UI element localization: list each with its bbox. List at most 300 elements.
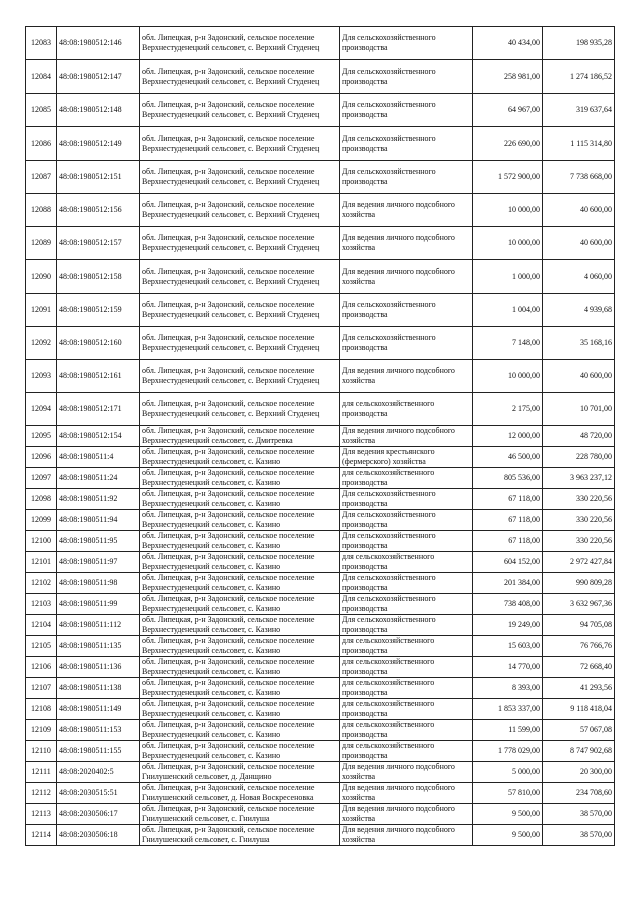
land-use-line: производства (342, 625, 388, 634)
address-line: Верхнестуденецкий сельсовет, с. Казино (142, 562, 281, 571)
land-use-line: Для ведения личного подсобного (342, 426, 455, 435)
land-use-cell (340, 573, 473, 594)
land-use-line: Для сельскохозяйственного (342, 531, 436, 540)
land-use-line: для сельскохозяйственного (342, 552, 435, 561)
address-line: обл. Липецкая, р-н Задонский, сельское поселение (142, 333, 315, 342)
land-use-cell (340, 360, 473, 393)
land-use-line: Для ведения личного подсобного (342, 783, 455, 792)
address-line: обл. Липецкая, р-н Задонский, сельское поселение (142, 804, 315, 813)
table-row (26, 552, 615, 573)
address-line: Верхнестуденецкий сельсовет, с. Верхний Студенец (142, 376, 320, 385)
address-line: Верхнестуденецкий сельсовет, с. Верхний Студенец (142, 143, 320, 153)
cadastral-value-cell: 198 935,28 (543, 27, 615, 60)
land-use-cell (340, 127, 473, 161)
table-row (26, 227, 615, 260)
cadastral-value-cell: 10 701,00 (543, 393, 615, 426)
address-cell (140, 327, 340, 360)
address-line: Верхнестуденецкий сельсовет, с. Верхний Студенец (142, 310, 320, 319)
land-use-cell (340, 426, 473, 447)
address-line: обл. Липецкая, р-н Задонский, сельское поселение (142, 489, 315, 498)
cadastral-value-cell: 38 570,00 (543, 825, 615, 846)
land-use-line: производства (342, 143, 388, 153)
land-use-line: хозяйства (342, 243, 376, 252)
cadastral-value-cell: 72 668,40 (543, 657, 615, 678)
row-number-cell: 12086 (26, 127, 57, 161)
address-line: Верхнестуденецкий сельсовет, с. Верхний Студенец (142, 210, 320, 219)
land-use-line: Для ведения личного подсобного (342, 266, 455, 276)
address-cell (140, 94, 340, 127)
table-row (26, 741, 615, 762)
address-cell (140, 127, 340, 161)
land-use-cell (340, 227, 473, 260)
address-cell (140, 783, 340, 804)
address-line: Верхнестуденецкий сельсовет, с. Казино (142, 688, 281, 697)
table-row (26, 468, 615, 489)
cadastral-value-cell: 57 067,08 (543, 720, 615, 741)
land-use-line: для сельскохозяйственного (342, 468, 435, 477)
cadastral-number-cell: 48:08:1980512:159 (57, 294, 140, 327)
land-use-line: Для ведения личного подсобного (342, 200, 455, 209)
cadastral-value-cell: 40 600,00 (543, 227, 615, 260)
land-use-line: для сельскохозяйственного (342, 678, 435, 687)
land-use-line: Для сельскохозяйственного (342, 333, 436, 342)
area-cell: 258 981,00 (473, 60, 543, 94)
address-cell (140, 720, 340, 741)
land-use-cell (340, 447, 473, 468)
land-use-cell (340, 615, 473, 636)
table-row (26, 636, 615, 657)
table-row (26, 720, 615, 741)
cadastral-number-cell: 48:08:1980512:154 (57, 426, 140, 447)
address-line: обл. Липецкая, р-н Задонский, сельское поселение (142, 133, 315, 143)
area-cell: 1 004,00 (473, 294, 543, 327)
cadastral-value-cell: 330 220,56 (543, 489, 615, 510)
cadastral-number-cell: 48:08:2030515:51 (57, 783, 140, 804)
address-cell (140, 393, 340, 426)
land-use-line: хозяйства (342, 793, 376, 802)
land-use-cell (340, 552, 473, 573)
land-use-cell (340, 699, 473, 720)
row-number-cell: 12113 (26, 804, 57, 825)
cadastral-value-cell: 40 600,00 (543, 360, 615, 393)
land-use-line: производства (342, 730, 388, 739)
row-number-cell: 12104 (26, 615, 57, 636)
land-use-cell (340, 510, 473, 531)
address-cell (140, 360, 340, 393)
row-number-cell: 12088 (26, 194, 57, 227)
cadastral-number-cell: 48:08:1980511:95 (57, 531, 140, 552)
address-line: Верхнестуденецкий сельсовет, с. Казино (142, 646, 281, 655)
address-line: Верхнестуденецкий сельсовет, с. Казино (142, 583, 281, 592)
address-cell (140, 27, 340, 60)
land-use-line: Для сельскохозяйственного (342, 300, 436, 309)
cadastral-value-cell: 8 747 902,68 (543, 741, 615, 762)
address-line: Верхнестуденецкий сельсовет, с. Верхний Студенец (142, 276, 320, 286)
land-use-line: хозяйства (342, 276, 376, 286)
address-line: обл. Липецкая, р-н Задонский, сельское поселение (142, 573, 315, 582)
cadastral-value-cell: 319 637,64 (543, 94, 615, 127)
row-number-cell: 12111 (26, 762, 57, 783)
address-line: обл. Липецкая, р-н Задонский, сельское поселение (142, 366, 315, 375)
land-use-line: производства (342, 76, 388, 86)
row-number-cell: 12087 (26, 161, 57, 194)
address-line: Верхнестуденецкий сельсовет, с. Казино (142, 709, 281, 718)
area-cell: 10 000,00 (473, 227, 543, 260)
address-cell (140, 615, 340, 636)
address-cell (140, 825, 340, 846)
cadastral-number-cell: 48:08:1980511:153 (57, 720, 140, 741)
cadastral-value-cell: 40 600,00 (543, 194, 615, 227)
cadastral-value-cell: 7 738 668,00 (543, 161, 615, 194)
address-line: Верхнестуденецкий сельсовет, с. Казино (142, 625, 281, 634)
cadastral-number-cell: 48:08:1980511:24 (57, 468, 140, 489)
cadastral-number-cell: 48:08:1980512:147 (57, 60, 140, 94)
address-cell (140, 699, 340, 720)
land-use-line: для сельскохозяйственного (342, 399, 435, 408)
address-line: обл. Липецкая, р-н Задонский, сельское поселение (142, 510, 315, 519)
row-number-cell: 12114 (26, 825, 57, 846)
area-cell: 2 175,00 (473, 393, 543, 426)
address-line: Верхнестуденецкий сельсовет, с. Казино (142, 457, 281, 466)
land-use-cell (340, 531, 473, 552)
cadastral-value-cell: 330 220,56 (543, 531, 615, 552)
address-cell (140, 60, 340, 94)
land-use-line: хозяйства (342, 436, 376, 445)
area-cell: 226 690,00 (473, 127, 543, 161)
land-use-line: производства (342, 646, 388, 655)
address-line: обл. Липецкая, р-н Задонский, сельское поселение (142, 678, 315, 687)
cadastral-number-cell: 48:08:1980511:112 (57, 615, 140, 636)
table-row (26, 194, 615, 227)
address-line: Верхнестуденецкий сельсовет, с. Верхний Студенец (142, 243, 320, 252)
land-use-line: производства (342, 562, 388, 571)
table-row (26, 393, 615, 426)
table-row (26, 27, 615, 60)
land-use-line: производства (342, 478, 388, 487)
table-row (26, 161, 615, 194)
address-line: Верхнестуденецкий сельсовет, с. Верхний Студенец (142, 343, 320, 352)
land-use-line: Для ведения личного подсобного (342, 233, 455, 242)
table-row (26, 60, 615, 94)
cadastral-number-cell: 48:08:1980512:146 (57, 27, 140, 60)
land-use-line: производства (342, 520, 388, 529)
cadastral-value-cell: 990 809,28 (543, 573, 615, 594)
row-number-cell: 12103 (26, 594, 57, 615)
row-number-cell: 12097 (26, 468, 57, 489)
land-use-line: производства (342, 110, 388, 119)
area-cell: 8 393,00 (473, 678, 543, 699)
land-use-line: для сельскохозяйственного (342, 720, 435, 729)
address-line: обл. Липецкая, р-н Задонский, сельское поселение (142, 699, 315, 708)
land-use-cell (340, 94, 473, 127)
cadastral-number-cell: 48:08:1980511:149 (57, 699, 140, 720)
land-use-cell (340, 161, 473, 194)
cadastral-value-cell: 3 963 237,12 (543, 468, 615, 489)
row-number-cell: 12108 (26, 699, 57, 720)
row-number-cell: 12102 (26, 573, 57, 594)
cadastral-number-cell: 48:08:1980512:160 (57, 327, 140, 360)
row-number-cell: 12112 (26, 783, 57, 804)
area-cell: 67 118,00 (473, 510, 543, 531)
cadastral-number-cell: 48:08:1980511:136 (57, 657, 140, 678)
cadastral-number-cell: 48:08:1980511:135 (57, 636, 140, 657)
land-use-line: Для сельскохозяйственного (342, 594, 436, 603)
area-cell: 1 778 029,00 (473, 741, 543, 762)
land-use-cell (340, 762, 473, 783)
land-use-line: для сельскохозяйственного (342, 636, 435, 645)
address-line: Верхнестуденецкий сельсовет, с. Дмитревка (142, 436, 293, 445)
land-use-line: хозяйства (342, 210, 376, 219)
land-use-cell (340, 489, 473, 510)
table-row (26, 615, 615, 636)
land-use-cell (340, 468, 473, 489)
address-line: обл. Липецкая, р-н Задонский, сельское поселение (142, 33, 315, 42)
land-use-line: Для ведения личного подсобного (342, 366, 455, 375)
table-row (26, 510, 615, 531)
address-cell (140, 804, 340, 825)
address-cell (140, 260, 340, 294)
address-cell (140, 447, 340, 468)
land-use-cell (340, 60, 473, 94)
address-cell (140, 741, 340, 762)
address-line: Верхнестуденецкий сельсовет, с. Казино (142, 604, 281, 613)
address-line: обл. Липецкая, р-н Задонский, сельское поселение (142, 657, 315, 666)
land-use-cell (340, 741, 473, 762)
address-cell (140, 594, 340, 615)
cadastral-number-cell: 48:08:1980511:98 (57, 573, 140, 594)
land-use-line: Для сельскохозяйственного (342, 167, 436, 176)
cadastral-number-cell: 48:08:1980511:92 (57, 489, 140, 510)
cadastral-number-cell: 48:08:1980512:148 (57, 94, 140, 127)
row-number-cell: 12091 (26, 294, 57, 327)
cadastral-number-cell: 48:08:1980512:158 (57, 260, 140, 294)
row-number-cell: 12085 (26, 94, 57, 127)
land-use-line: производства (342, 409, 388, 418)
land-use-cell (340, 804, 473, 825)
land-use-line: Для ведения личного подсобного (342, 825, 455, 834)
land-use-line: Для ведения личного подсобного (342, 762, 455, 771)
row-number-cell: 12110 (26, 741, 57, 762)
address-line: обл. Липецкая, р-н Задонский, сельское поселение (142, 300, 315, 309)
area-cell: 11 599,00 (473, 720, 543, 741)
cadastral-value-cell: 2 972 427,84 (543, 552, 615, 573)
cadastral-number-cell: 48:08:1980511:155 (57, 741, 140, 762)
address-line: Верхнестуденецкий сельсовет, с. Казино (142, 751, 281, 760)
row-number-cell: 12105 (26, 636, 57, 657)
cadastral-value-cell: 4 060,00 (543, 260, 615, 294)
land-use-line: для сельскохозяйственного (342, 657, 435, 666)
area-cell: 201 384,00 (473, 573, 543, 594)
row-number-cell: 12101 (26, 552, 57, 573)
land-use-cell (340, 327, 473, 360)
cadastral-value-cell: 41 293,56 (543, 678, 615, 699)
land-use-line: хозяйства (342, 772, 376, 781)
land-use-line: (фермерского) хозяйства (342, 457, 426, 466)
land-use-line: Для ведения крестьянского (342, 447, 435, 456)
land-use-cell (340, 27, 473, 60)
address-line: Верхнестуденецкий сельсовет, с. Верхний Студенец (142, 43, 320, 52)
row-number-cell: 12099 (26, 510, 57, 531)
table-row (26, 426, 615, 447)
area-cell: 1 000,00 (473, 260, 543, 294)
address-cell (140, 531, 340, 552)
row-number-cell: 12092 (26, 327, 57, 360)
land-use-line: для сельскохозяйственного (342, 699, 435, 708)
area-cell: 14 770,00 (473, 657, 543, 678)
area-cell: 10 000,00 (473, 194, 543, 227)
cadastral-number-cell: 48:08:1980511:97 (57, 552, 140, 573)
area-cell: 9 500,00 (473, 804, 543, 825)
table-row (26, 783, 615, 804)
cadastral-number-cell: 48:08:1980512:157 (57, 227, 140, 260)
land-use-line: производства (342, 751, 388, 760)
address-line: Верхнестуденецкий сельсовет, с. Казино (142, 667, 281, 676)
land-use-line: производства (342, 499, 388, 508)
cadastral-number-cell: 48:08:1980512:151 (57, 161, 140, 194)
land-use-line: Для сельскохозяйственного (342, 133, 436, 143)
address-line: Верхнестуденецкий сельсовет, с. Верхний Студенец (142, 76, 320, 86)
address-cell (140, 552, 340, 573)
land-use-cell (340, 594, 473, 615)
table-row (26, 699, 615, 720)
address-cell (140, 636, 340, 657)
address-line: Верхнестуденецкий сельсовет, с. Казино (142, 499, 281, 508)
cadastral-number-cell: 48:08:1980511:99 (57, 594, 140, 615)
cadastral-number-cell: 48:08:1980512:156 (57, 194, 140, 227)
address-line: обл. Липецкая, р-н Задонский, сельское поселение (142, 552, 315, 561)
table-row (26, 804, 615, 825)
address-cell (140, 426, 340, 447)
area-cell: 9 500,00 (473, 825, 543, 846)
area-cell: 738 408,00 (473, 594, 543, 615)
table-row (26, 327, 615, 360)
land-use-line: Для ведения личного подсобного (342, 804, 455, 813)
address-cell (140, 161, 340, 194)
address-cell (140, 489, 340, 510)
cadastral-value-cell: 330 220,56 (543, 510, 615, 531)
address-line: обл. Липецкая, р-н Задонский, сельское поселение (142, 200, 315, 209)
address-line: Гнилушенский сельсовет, д. Новая Воскресеновка (142, 793, 314, 802)
cadastral-number-cell: 48:08:1980511:138 (57, 678, 140, 699)
area-cell: 1 572 900,00 (473, 161, 543, 194)
address-cell (140, 294, 340, 327)
area-cell: 10 000,00 (473, 360, 543, 393)
land-use-line: Для сельскохозяйственного (342, 66, 436, 76)
address-cell (140, 762, 340, 783)
cadastral-value-cell: 94 705,08 (543, 615, 615, 636)
address-line: обл. Липецкая, р-н Задонский, сельское поселение (142, 100, 315, 109)
land-use-line: Для сельскохозяйственного (342, 33, 436, 42)
address-cell (140, 510, 340, 531)
land-use-cell (340, 657, 473, 678)
area-cell: 67 118,00 (473, 489, 543, 510)
cadastral-value-cell: 35 168,16 (543, 327, 615, 360)
address-line: обл. Липецкая, р-н Задонский, сельское поселение (142, 636, 315, 645)
address-cell (140, 657, 340, 678)
land-use-cell (340, 678, 473, 699)
address-line: Верхнестуденецкий сельсовет, с. Казино (142, 478, 281, 487)
address-cell (140, 678, 340, 699)
land-use-line: для сельскохозяйственного (342, 741, 435, 750)
area-cell: 46 500,00 (473, 447, 543, 468)
table-row (26, 360, 615, 393)
address-line: обл. Липецкая, р-н Задонский, сельское поселение (142, 594, 315, 603)
land-register-page (25, 26, 615, 846)
land-use-line: производства (342, 43, 388, 52)
address-line: обл. Липецкая, р-н Задонский, сельское поселение (142, 762, 315, 771)
land-use-line: производства (342, 541, 388, 550)
area-cell: 64 967,00 (473, 94, 543, 127)
table-row (26, 594, 615, 615)
land-use-cell (340, 294, 473, 327)
row-number-cell: 12095 (26, 426, 57, 447)
address-cell (140, 194, 340, 227)
land-use-line: хозяйства (342, 814, 376, 823)
row-number-cell: 12093 (26, 360, 57, 393)
address-cell (140, 468, 340, 489)
cadastral-value-cell: 48 720,00 (543, 426, 615, 447)
address-line: Верхнестуденецкий сельсовет, с. Верхний Студенец (142, 409, 320, 418)
address-line: Гнилушенский сельсовет, д. Данщино (142, 772, 272, 781)
address-line: обл. Липецкая, р-н Задонский, сельское поселение (142, 447, 315, 456)
land-use-cell (340, 783, 473, 804)
land-use-line: Для сельскохозяйственного (342, 573, 436, 582)
area-cell: 604 152,00 (473, 552, 543, 573)
row-number-cell: 12083 (26, 27, 57, 60)
land-use-line: хозяйства (342, 835, 376, 844)
land-use-cell (340, 636, 473, 657)
land-use-line: Для сельскохозяйственного (342, 100, 436, 109)
area-cell: 15 603,00 (473, 636, 543, 657)
row-number-cell: 12109 (26, 720, 57, 741)
address-cell (140, 227, 340, 260)
address-line: обл. Липецкая, р-н Задонский, сельское поселение (142, 233, 315, 242)
row-number-cell: 12096 (26, 447, 57, 468)
address-line: обл. Липецкая, р-н Задонский, сельское поселение (142, 615, 315, 624)
land-use-line: производства (342, 688, 388, 697)
land-use-line: производства (342, 310, 388, 319)
table-row (26, 573, 615, 594)
land-use-line: Для сельскохозяйственного (342, 510, 436, 519)
land-use-cell (340, 393, 473, 426)
table-row (26, 825, 615, 846)
address-line: обл. Липецкая, р-н Задонский, сельское поселение (142, 66, 315, 76)
cadastral-number-cell: 48:08:2030506:17 (57, 804, 140, 825)
land-use-cell (340, 825, 473, 846)
row-number-cell: 12100 (26, 531, 57, 552)
address-line: Гнилушенский сельсовет, с. Гнилуша (142, 835, 270, 844)
land-use-cell (340, 720, 473, 741)
address-line: обл. Липецкая, р-н Задонский, сельское поселение (142, 468, 315, 477)
address-cell (140, 573, 340, 594)
cadastral-value-cell: 1 274 186,52 (543, 60, 615, 94)
cadastral-number-cell: 48:08:1980511:94 (57, 510, 140, 531)
address-line: обл. Липецкая, р-н Задонский, сельское поселение (142, 266, 315, 276)
cadastral-value-cell: 38 570,00 (543, 804, 615, 825)
table-row (26, 127, 615, 161)
area-cell: 67 118,00 (473, 531, 543, 552)
area-cell: 40 434,00 (473, 27, 543, 60)
cadastral-value-cell: 9 118 418,04 (543, 699, 615, 720)
area-cell: 7 148,00 (473, 327, 543, 360)
cadastral-value-cell: 3 632 967,36 (543, 594, 615, 615)
address-line: обл. Липецкая, р-н Задонский, сельское поселение (142, 167, 315, 176)
land-use-line: Для сельскохозяйственного (342, 615, 436, 624)
address-line: Верхнестуденецкий сельсовет, с. Казино (142, 730, 281, 739)
land-use-cell (340, 194, 473, 227)
table-row (26, 94, 615, 127)
cadastral-number-cell: 48:08:2020402:5 (57, 762, 140, 783)
